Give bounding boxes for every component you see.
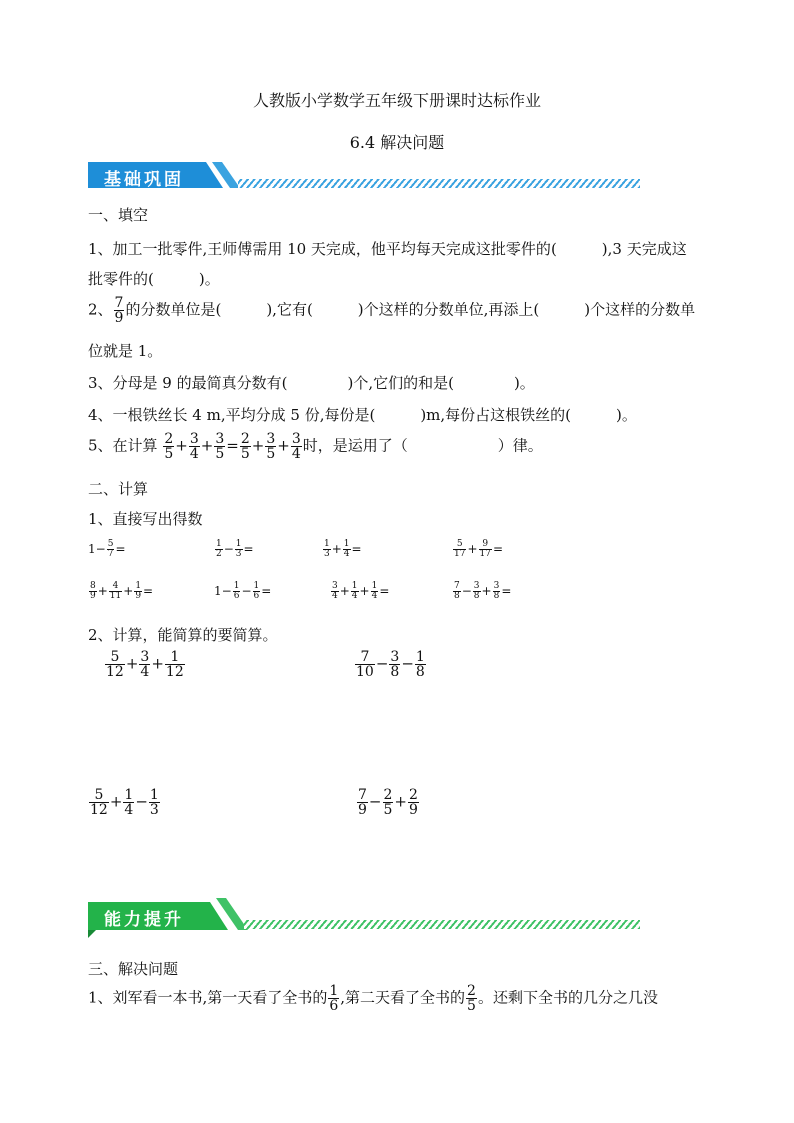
equals-sign: = (226, 436, 239, 455)
question-1-line-2: 批零件的( )。 (88, 270, 220, 288)
oral-calc-5: $\frac{8}{9}$ + $\frac{4}{11}$ + $\frac{1}{9}$ = (90, 581, 154, 601)
numerator: 2 (467, 983, 476, 999)
fraction (114, 296, 125, 325)
solve-text-c: 。还剩下全书的几分之几没 (477, 988, 658, 1007)
section-heading-calc: 二、计算 (88, 480, 149, 498)
numerator: 7 (114, 295, 124, 311)
oral-calc-8: $\frac{7}{8}$ − $\frac{3}{8}$ + $\frac{3}{8}$ = (454, 581, 512, 601)
question-1-line-1: 1、加工一批零件,王师傅需用 10 天完成，他平均每天完成这批零件的( ),3 天完成这 (88, 240, 687, 258)
question-5 (88, 432, 543, 461)
section-heading-solve: 三、解决问题 (88, 960, 179, 978)
question-2-line-2: 位就是 1。 (88, 342, 163, 360)
fraction (328, 984, 339, 1013)
question-4: 4、一根铁丝长 4 m,平均分成 5 份,每份是( )m,每份占这根铁丝的( )。 (88, 406, 637, 424)
simplify-calc-4: $\frac{7}{9}$ − $\frac{2}{5}$ + $\frac{2}{9}$ (358, 787, 418, 818)
oral-calc-4: $\frac{5}{17}$ + $\frac{9}{17}$ = (454, 539, 504, 559)
oral-calc-7: $\frac{3}{4}$ + $\frac{1}{4}$ + $\frac{1}{4}$ = (332, 581, 390, 601)
denominator: 9 (114, 310, 124, 326)
question-2-prefix: 2、 (88, 300, 113, 319)
calc-2-title: 2、计算，能简算的要简算。 (88, 626, 278, 644)
oral-calc-2: $\frac{1}{2}$ − $\frac{1}{3}$ = (216, 539, 254, 559)
fraction: $\frac{3}{5}$ (215, 431, 225, 462)
question-3: 3、分母是 9 的最简真分数有( )个,它们的和是( )。 (88, 374, 535, 392)
question-2 (88, 296, 695, 325)
section-banner-basic (88, 162, 648, 198)
question-5-prefix: 5、在计算 (88, 436, 158, 455)
fraction: $\frac{2}{5}$ (164, 431, 174, 462)
solve-question-1 (88, 984, 658, 1013)
simplify-calc-1: $\frac{5}{12}$ + $\frac{3}{4}$ + $\frac{1}{12}$ (106, 649, 184, 680)
calc-1-title: 1、直接写出得数 (88, 510, 203, 528)
denominator: 5 (467, 998, 476, 1014)
numerator: 1 (329, 983, 339, 999)
question-5-suffix: 时，是运用了（ ）律。 (302, 436, 543, 455)
page-subtitle: 6.4 解决问题 (349, 133, 445, 152)
banner-title: 能力提升 (104, 910, 184, 930)
fraction: $\frac{2}{5}$ (240, 431, 250, 462)
oral-calc-3: $\frac{1}{3}$ + $\frac{1}{4}$ = (324, 539, 362, 559)
question-2-text: 的分数单位是( ),它有( )个这样的分数单位,再添上( )个这样的分数单 (125, 300, 696, 319)
denominator: 6 (329, 998, 339, 1014)
plus-sign: + (277, 436, 290, 455)
banner-stripe (244, 920, 640, 929)
simplify-calc-2: $\frac{7}{10}$ − $\frac{3}{8}$ − $\frac{1}{8}$ (356, 649, 425, 680)
fraction (466, 984, 477, 1013)
plus-sign: + (175, 436, 188, 455)
solve-text-a: 1、刘军看一本书,第一天看了全书的 (88, 988, 328, 1007)
banner-title: 基础巩固 (104, 170, 184, 190)
fraction: $\frac{3}{4}$ (291, 431, 301, 462)
plus-sign: + (251, 436, 265, 455)
page-title: 人教版小学数学五年级下册课时达标作业 (252, 91, 541, 110)
section-banner-advanced (88, 898, 648, 934)
oral-calc-6: 1− $\frac{1}{6}$ − $\frac{1}{6}$ = (214, 581, 272, 601)
fraction: $\frac{3}{5}$ (266, 431, 276, 462)
simplify-calc-3: $\frac{5}{12}$ + $\frac{1}{4}$ − $\frac{1}{3}$ (90, 787, 159, 818)
banner-stripe (238, 179, 640, 188)
plus-sign: + (200, 436, 214, 455)
solve-text-b: ,第二天看了全书的 (340, 988, 466, 1007)
section-heading-fill: 一、填空 (88, 206, 149, 224)
fraction: $\frac{3}{4}$ (189, 431, 199, 462)
oral-calc-1: 1− $\frac{5}{7}$ = (88, 539, 126, 559)
